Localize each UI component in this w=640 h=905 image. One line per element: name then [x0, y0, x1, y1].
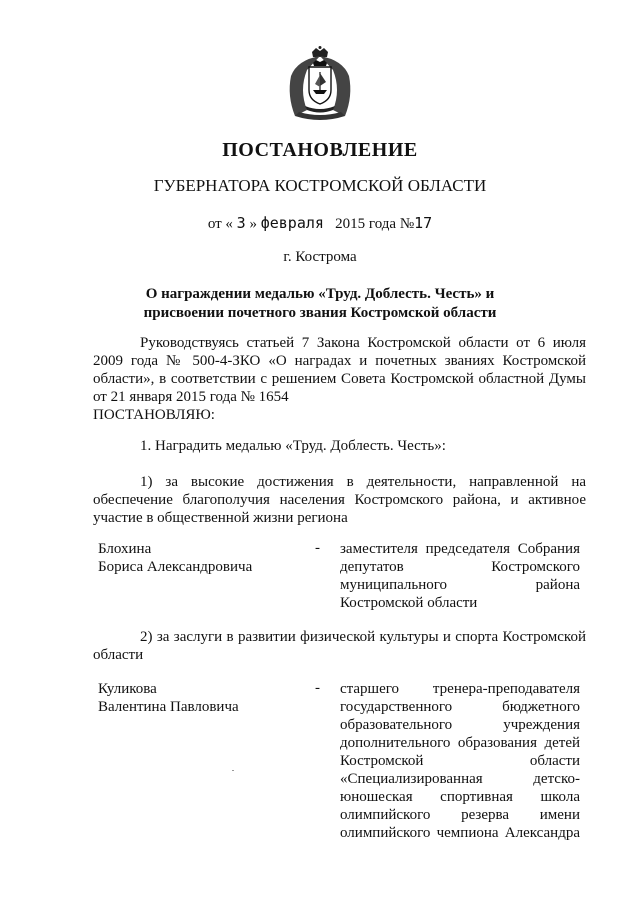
issuer-title: ГУБЕРНАТОРА КОСТРОМСКОЙ ОБЛАСТИ: [153, 176, 487, 195]
position-line: олимпийского чемпиона Александра: [340, 825, 580, 841]
position-line: Костромской области: [340, 595, 478, 611]
position-line: олимпийского резерва имени: [340, 807, 580, 823]
awardee-1-given-names: Бориса Александровича: [98, 559, 253, 575]
position-line: старшего тренера-преподавателя: [340, 681, 580, 697]
subitem-1-paragraph: 1) за высокие достижения в деятельности, направленной на обеспечение благополучия населения Костромского района, и активное участие в общественной жизни региона: [93, 474, 586, 526]
date-year: 2015 года: [335, 216, 397, 232]
date-line: [0, 214, 640, 233]
date-day: 3: [236, 214, 246, 232]
document-title: ПОСТАНОВЛЕНИЕ: [222, 139, 418, 161]
coat-of-arms-emblem: [285, 46, 355, 122]
heading-line-2: присвоении почетного звания Костромской области: [143, 305, 497, 321]
position-line: «Специализированная детско-: [340, 771, 580, 787]
position-line: государственного бюджетного: [340, 699, 580, 715]
scan-speck: [232, 770, 234, 771]
position-line: образовательного учреждения: [340, 717, 580, 733]
heading-line-1: О награждении медалью «Труд. Доблесть. Честь» и: [145, 286, 495, 302]
subitem-2-paragraph: 2) за заслуги в развитии физической культуры и спорта Костромской области: [93, 629, 586, 663]
awardee-1-dash: -: [315, 540, 320, 556]
awardee-1-name: [98, 540, 252, 576]
position-line: дополнительного образования детей: [340, 735, 580, 751]
intro-paragraph: Руководствуясь статьей 7 Закона Костромской области от 6 июля 2009 года № 500-4-ЗКО «О наградах и почетных званиях Костромской области», в соответствии с решением Совета Костромской областной Думы от 21 января 2015 года № 1654: [93, 335, 586, 405]
position-line: заместителя председателя Собрания: [340, 541, 580, 557]
date-prefix: от «: [207, 216, 233, 232]
position-line: депутатов Костромского: [340, 559, 580, 575]
awardee-2-dash: -: [315, 680, 320, 696]
awardee-2-surname: Куликова: [98, 681, 157, 697]
document-number: 17: [414, 214, 433, 232]
position-line: Костромской области: [340, 753, 580, 769]
document-heading: [0, 285, 640, 323]
awardee-2-name: [98, 680, 239, 716]
decree-word: ПОСТАНОВЛЯЮ:: [93, 407, 215, 423]
awardee-2-position: [340, 680, 580, 842]
awardee-2-given-names: Валентина Павловича: [98, 699, 239, 715]
date-month: февраля: [260, 214, 324, 232]
number-label: №: [399, 216, 415, 232]
position-line: муниципального района: [340, 577, 580, 593]
awardee-1-position: [340, 540, 580, 612]
position-line: юношеская спортивная школа: [340, 789, 580, 805]
date-quote: »: [249, 216, 257, 232]
city-line: г. Кострома: [283, 249, 357, 265]
awardee-1-surname: Блохина: [98, 541, 152, 557]
award-item-1: 1. Наградить медалью «Труд. Доблесть. Честь»:: [140, 438, 446, 454]
